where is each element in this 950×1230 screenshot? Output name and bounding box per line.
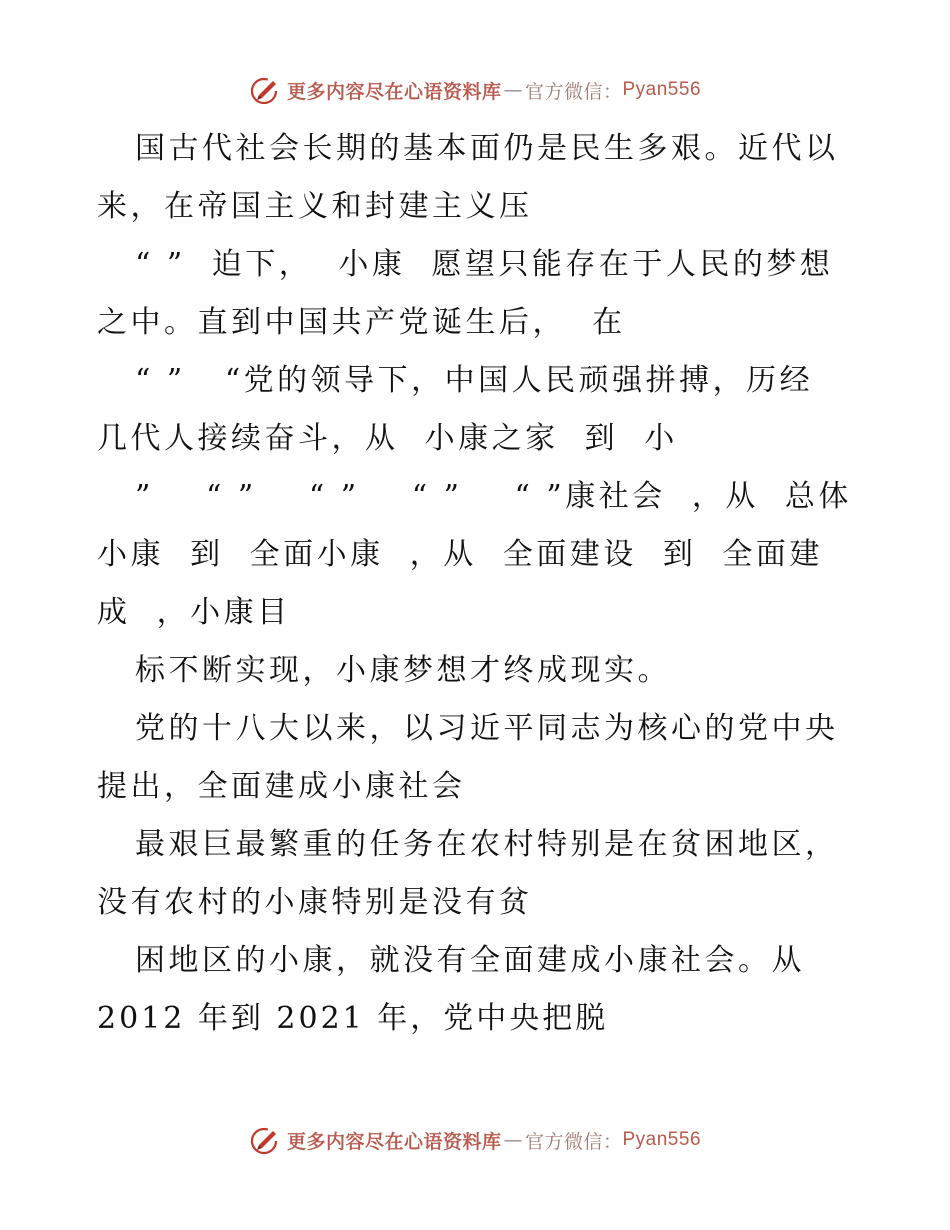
watermark-id: Pyan556 — [622, 1129, 702, 1150]
paragraph-line: 标不断实现，小康梦想才终成现实。 — [135, 653, 671, 688]
paragraph-line: 来，在帝国主义和封建主义压 — [97, 189, 533, 224]
paragraph-line: 最艰巨最繁重的任务在农村特别是在贫困地区， — [135, 827, 839, 862]
paragraph-line: 困地区的小康，就没有全面建成小康社会。从 — [135, 943, 805, 978]
watermark-main-text: 更多内容尽在心语资料库 — [286, 1130, 502, 1153]
paragraph-line: “ ” “党的领导下，中国人民顽强拼搏，历经 — [135, 363, 814, 398]
watermark-id: Pyan556 — [622, 79, 702, 100]
pen-swirl-logo-icon — [249, 1123, 283, 1157]
paragraph-line: 国古代社会长期的基本面仍是民生多艰。近代以 — [135, 131, 839, 166]
body-text — [97, 120, 857, 1048]
watermark-label: 官方微信： — [524, 1130, 623, 1153]
pen-swirl-logo-icon — [249, 73, 283, 107]
paragraph-line: 没有农村的小康特别是没有贫 — [97, 885, 533, 920]
paragraph-line: 小康 到 全面小康 ，从 全面建设 到 全面建 — [97, 537, 823, 572]
paragraph-line: ” “ ” “ ” “ ” “ ”康社会 ，从 总体 — [135, 479, 852, 514]
paragraph-line: 提出，全面建成小康社会 — [97, 769, 466, 804]
watermark-main-text: 更多内容尽在心语资料库 — [286, 80, 502, 103]
paragraph-line: 之中。直到中国共产党诞生后， 在 — [97, 305, 626, 340]
watermark-header — [0, 70, 950, 110]
paragraph-line: 2012 年到 2021 年，党中央把脱 — [97, 1001, 609, 1036]
watermark-label: 官方微信： — [524, 80, 623, 103]
paragraph-line: 几代人接续奋斗，从 小康之家 到 小 — [97, 421, 678, 456]
watermark-footer — [0, 1120, 950, 1160]
paragraph-line: “ ” 迫下， 小康 愿望只能存在于人民的梦想 — [135, 247, 834, 282]
watermark-separator: — — [503, 1129, 523, 1151]
watermark-separator: — — [503, 79, 523, 101]
paragraph-line: 党的十八大以来，以习近平同志为核心的党中央 — [135, 711, 839, 746]
paragraph-line: 成 ，小康目 — [97, 595, 291, 630]
